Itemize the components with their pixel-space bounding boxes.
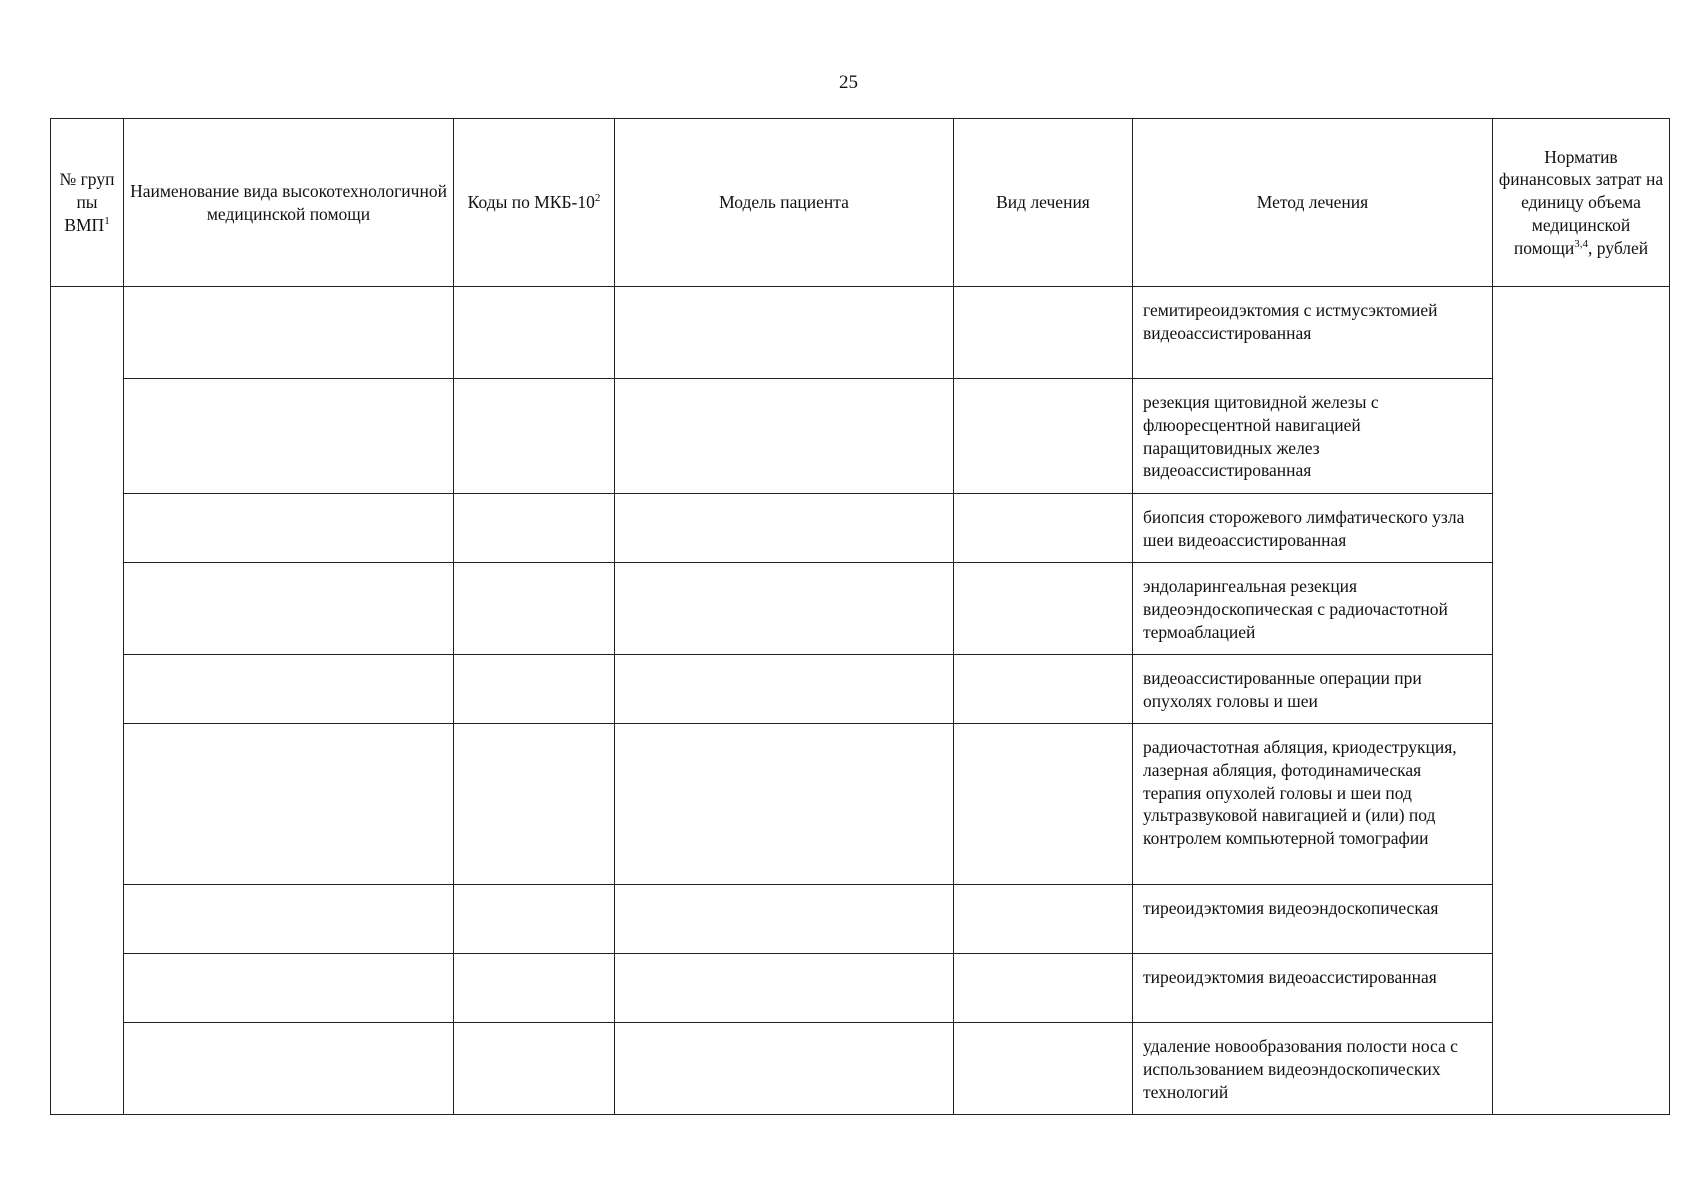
icd-codes-cell xyxy=(454,494,615,563)
vmp-name-cell xyxy=(124,954,454,1023)
group-number-cell xyxy=(51,287,124,1115)
patient-model-cell xyxy=(615,563,954,655)
treatment-type-cell xyxy=(954,379,1133,494)
table-row xyxy=(51,655,1670,724)
header-icd-codes-label: Коды по МКБ-10 xyxy=(467,192,595,213)
header-icd-codes xyxy=(454,119,615,287)
patient-model-cell xyxy=(615,379,954,494)
treatment-method-cell: эндоларингеальная резекция видеоэндоскопическая с радиочастотной термоаблацией xyxy=(1133,563,1493,655)
treatment-type-cell xyxy=(954,885,1133,954)
table-row xyxy=(51,379,1670,494)
icd-codes-cell xyxy=(454,655,615,724)
treatment-method-cell: удаление новообразования полости носа с использованием видеоэндоскопических технологий xyxy=(1133,1023,1493,1115)
table-header xyxy=(51,119,1670,287)
patient-model-cell xyxy=(615,287,954,379)
table-row xyxy=(51,1023,1670,1115)
footnote-ref-2: 2 xyxy=(594,192,601,205)
table-row xyxy=(51,885,1670,954)
patient-model-cell xyxy=(615,724,954,885)
header-group-number xyxy=(51,119,124,287)
icd-codes-cell xyxy=(454,724,615,885)
footnote-ref-1: 1 xyxy=(104,215,110,228)
patient-model-cell xyxy=(615,1023,954,1115)
vmp-name-cell xyxy=(124,563,454,655)
vmp-name-cell xyxy=(124,885,454,954)
vmp-table xyxy=(50,118,1670,1115)
table-body xyxy=(51,287,1670,1115)
treatment-type-cell xyxy=(954,494,1133,563)
table-row xyxy=(51,563,1670,655)
table-row xyxy=(51,954,1670,1023)
vmp-name-cell xyxy=(124,724,454,885)
header-group-number-label: № груп пы ВМП xyxy=(59,169,115,235)
treatment-type-cell xyxy=(954,954,1133,1023)
icd-codes-cell xyxy=(454,287,615,379)
treatment-type-cell xyxy=(954,1023,1133,1115)
vmp-name-cell xyxy=(124,494,454,563)
icd-codes-cell xyxy=(454,954,615,1023)
table-row xyxy=(51,287,1670,379)
treatment-method-cell: радиочастотная абляция, криодеструкция, лазерная абляция, фотодинамическая терапия опухолей головы и шеи под ультразвуковой навигацией и (или) под контролем компьютерной томографии xyxy=(1133,724,1493,885)
treatment-method-cell: биопсия сторожевого лимфатического узла шеи видеоассистированная xyxy=(1133,494,1493,563)
vmp-name-cell xyxy=(124,287,454,379)
treatment-method-cell: тиреоидэктомия видеоассистированная xyxy=(1133,954,1493,1023)
table-row xyxy=(51,724,1670,885)
vmp-name-cell xyxy=(124,379,454,494)
icd-codes-cell xyxy=(454,885,615,954)
header-vmp-name: Наименование вида высокотехнологичной медицинской помощи xyxy=(124,119,454,287)
financial-norm-cell xyxy=(1493,287,1670,1115)
vmp-name-cell xyxy=(124,655,454,724)
table-row xyxy=(51,494,1670,563)
header-patient-model: Модель пациента xyxy=(615,119,954,287)
treatment-method-cell: резекция щитовидной железы с флюоресцентной навигацией паращитовидных желез видеоассистированная xyxy=(1133,379,1493,494)
patient-model-cell xyxy=(615,954,954,1023)
icd-codes-cell xyxy=(454,1023,615,1115)
patient-model-cell xyxy=(615,885,954,954)
header-financial-norm xyxy=(1493,119,1670,287)
treatment-method-cell: тиреоидэктомия видеоэндоскопическая xyxy=(1133,885,1493,954)
treatment-type-cell xyxy=(954,563,1133,655)
patient-model-cell xyxy=(615,494,954,563)
header-treatment-method: Метод лечения xyxy=(1133,119,1493,287)
header-row xyxy=(51,119,1670,287)
treatment-method-cell: гемитиреоидэктомия с истмусэктомией видеоассистированная xyxy=(1133,287,1493,379)
footnote-ref-3-4: 3,4 xyxy=(1574,237,1589,250)
patient-model-cell xyxy=(615,655,954,724)
icd-codes-cell xyxy=(454,379,615,494)
treatment-method-cell: видеоассистированные операции при опухолях головы и шеи xyxy=(1133,655,1493,724)
header-financial-norm-unit: , рублей xyxy=(1588,237,1649,258)
header-treatment-type: Вид лечения xyxy=(954,119,1133,287)
icd-codes-cell xyxy=(454,563,615,655)
header-financial-norm-label: Норматив финансовых затрат на единицу объема медицинской помощи xyxy=(1498,146,1664,258)
treatment-type-cell xyxy=(954,724,1133,885)
treatment-type-cell xyxy=(954,287,1133,379)
treatment-type-cell xyxy=(954,655,1133,724)
vmp-name-cell xyxy=(124,1023,454,1115)
page-number: 25 xyxy=(839,72,858,93)
